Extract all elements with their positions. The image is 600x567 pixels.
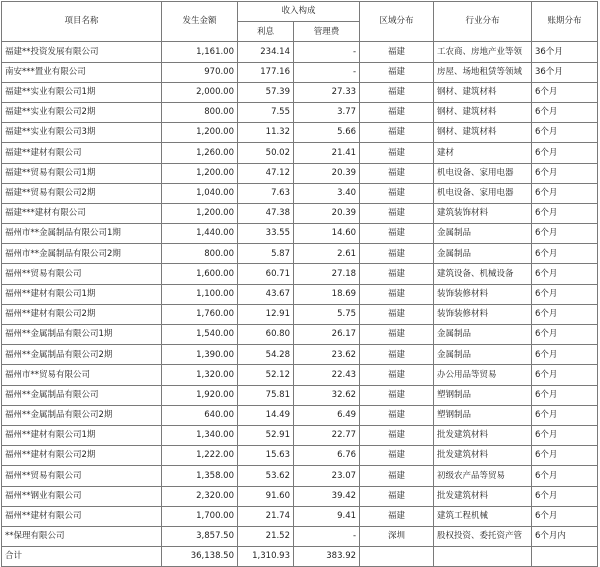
cell-project-name: 福州**建材有限公司2期 [2,446,162,466]
header-project-name: 项目名称 [2,2,162,42]
cell-term: 36个月 [532,42,598,62]
cell-amount: 800.00 [162,244,238,264]
cell-project-name: 福州**钢业有限公司 [2,486,162,506]
cell-industry: 塑钢制品 [434,385,532,405]
cell-term: 6个月 [532,82,598,102]
cell-industry: 装饰装修材料 [434,304,532,324]
cell-interest: 177.16 [238,62,294,82]
cell-amount: 1,200.00 [162,163,238,183]
table-row [2,506,598,526]
cell-region: 福建 [360,264,434,284]
cell-region: 福建 [360,163,434,183]
table-row [2,446,598,466]
cell-term: 6个月 [532,486,598,506]
cell-interest: 234.14 [238,42,294,62]
cell-region: 福建 [360,446,434,466]
cell-region: 福建 [360,385,434,405]
cell-project-name: 福建**实业有限公司2期 [2,102,162,122]
header-region: 区域分布 [360,2,434,42]
cell-industry: 装饰装修材料 [434,284,532,304]
finance-table [1,1,598,567]
cell-region: 福建 [360,224,434,244]
cell-industry: 钢材、建筑材料 [434,82,532,102]
cell-region: 福建 [360,325,434,345]
cell-amount: 1,920.00 [162,385,238,405]
cell-interest: 53.62 [238,466,294,486]
cell-term: 6个月 [532,264,598,284]
cell-term: 6个月 [532,143,598,163]
cell-project-name: 福建***建材有限公司 [2,203,162,223]
cell-project-name: 福州**金属制品有限公司2期 [2,405,162,425]
cell-project-name: 南安***置业有限公司 [2,62,162,82]
cell-amount: 1,260.00 [162,143,238,163]
header-income: 收入构成 [238,2,360,22]
cell-fee: 5.75 [294,304,360,324]
cell-term: 6个月 [532,446,598,466]
cell-term: 6个月 [532,385,598,405]
cell-term: 6个月 [532,163,598,183]
cell-region: 福建 [360,506,434,526]
cell-region: 福建 [360,183,434,203]
table-row [2,526,598,546]
cell-project-name: 福建**贸易有限公司1期 [2,163,162,183]
cell-region: 福建 [360,143,434,163]
table-row [2,123,598,143]
total-label: 合计 [2,547,162,567]
cell-term: 6个月 [532,466,598,486]
cell-industry: 房屋、场地租赁等领域 [434,62,532,82]
table-row [2,304,598,324]
table-row [2,385,598,405]
table-row [2,345,598,365]
cell-industry: 工农商、房地产业等领 [434,42,532,62]
cell-region: 福建 [360,244,434,264]
cell-project-name: 福州**建材有限公司2期 [2,304,162,324]
header-interest: 利息 [238,22,294,42]
cell-term: 6个月 [532,325,598,345]
cell-project-name: 福州**贸易有限公司 [2,264,162,284]
cell-region: 福建 [360,82,434,102]
table-row [2,466,598,486]
cell-term: 6个月 [532,506,598,526]
cell-term: 6个月 [532,244,598,264]
cell-region: 福建 [360,123,434,143]
cell-fee: 6.76 [294,446,360,466]
cell-project-name: 福州**贸易有限公司 [2,466,162,486]
cell-interest: 43.67 [238,284,294,304]
cell-amount: 2,000.00 [162,82,238,102]
cell-amount: 1,161.00 [162,42,238,62]
cell-term: 6个月 [532,183,598,203]
cell-amount: 1,222.00 [162,446,238,466]
cell-term: 6个月 [532,102,598,122]
header-fee: 管理费 [294,22,360,42]
cell-industry: 批发建筑材料 [434,486,532,506]
cell-project-name: 福建**投资发展有限公司 [2,42,162,62]
table-row [2,163,598,183]
cell-amount: 800.00 [162,102,238,122]
cell-industry: 机电设备、家用电器 [434,163,532,183]
cell-project-name: 福建**贸易有限公司2期 [2,183,162,203]
total-interest: 1,310.93 [238,547,294,567]
cell-fee: 39.42 [294,486,360,506]
cell-amount: 1,200.00 [162,203,238,223]
cell-interest: 50.02 [238,143,294,163]
cell-industry: 建材 [434,143,532,163]
cell-interest: 11.32 [238,123,294,143]
header-industry: 行业分布 [434,2,532,42]
cell-amount: 1,390.00 [162,345,238,365]
cell-project-name: 福建**实业有限公司3期 [2,123,162,143]
cell-region: 深圳 [360,526,434,546]
table-row [2,365,598,385]
cell-project-name: **保理有限公司 [2,526,162,546]
cell-industry: 初级农产品等贸易 [434,466,532,486]
cell-project-name: 福州**金属制品有限公司1期 [2,325,162,345]
cell-interest: 52.91 [238,425,294,445]
cell-project-name: 福州**金属制品有限公司 [2,385,162,405]
cell-term: 6个月 [532,123,598,143]
cell-region: 福建 [360,486,434,506]
cell-amount: 1,700.00 [162,506,238,526]
cell-region: 福建 [360,345,434,365]
cell-interest: 57.39 [238,82,294,102]
cell-project-name: 福州市**金属制品有限公司2期 [2,244,162,264]
total-term [532,547,598,567]
cell-fee: 2.61 [294,244,360,264]
cell-fee: 5.66 [294,123,360,143]
cell-fee: 9.41 [294,506,360,526]
table-row [2,284,598,304]
cell-amount: 1,200.00 [162,123,238,143]
cell-region: 福建 [360,405,434,425]
table-row [2,62,598,82]
cell-industry: 金属制品 [434,224,532,244]
cell-interest: 60.71 [238,264,294,284]
cell-interest: 7.55 [238,102,294,122]
header-amount: 发生金额 [162,2,238,42]
table-row [2,405,598,425]
cell-amount: 1,340.00 [162,425,238,445]
cell-region: 福建 [360,365,434,385]
cell-interest: 33.55 [238,224,294,244]
cell-amount: 640.00 [162,405,238,425]
cell-industry: 批发建筑材料 [434,446,532,466]
cell-industry: 建筑设备、机械设备 [434,264,532,284]
cell-fee: - [294,62,360,82]
cell-term: 6个月 [532,365,598,385]
cell-fee: 23.62 [294,345,360,365]
table-row [2,102,598,122]
cell-fee: - [294,42,360,62]
cell-region: 福建 [360,42,434,62]
cell-region: 福建 [360,62,434,82]
cell-amount: 1,358.00 [162,466,238,486]
cell-amount: 970.00 [162,62,238,82]
header-term: 账期分布 [532,2,598,42]
cell-fee: 6.49 [294,405,360,425]
cell-amount: 1,440.00 [162,224,238,244]
cell-term: 6个月 [532,203,598,223]
cell-fee: - [294,526,360,546]
cell-project-name: 福州市**金属制品有限公司1期 [2,224,162,244]
cell-amount: 1,320.00 [162,365,238,385]
cell-industry: 钢材、建筑材料 [434,102,532,122]
cell-amount: 3,857.50 [162,526,238,546]
cell-industry: 金属制品 [434,345,532,365]
cell-fee: 22.77 [294,425,360,445]
table-row [2,325,598,345]
cell-amount: 1,540.00 [162,325,238,345]
table-row [2,143,598,163]
table-row [2,486,598,506]
cell-interest: 60.80 [238,325,294,345]
cell-amount: 2,320.00 [162,486,238,506]
cell-interest: 14.49 [238,405,294,425]
table-row [2,203,598,223]
cell-interest: 52.12 [238,365,294,385]
cell-interest: 47.12 [238,163,294,183]
cell-amount: 1,040.00 [162,183,238,203]
cell-industry: 建筑装饰材料 [434,203,532,223]
cell-interest: 91.60 [238,486,294,506]
cell-region: 福建 [360,203,434,223]
cell-fee: 22.43 [294,365,360,385]
cell-term: 6个月 [532,284,598,304]
cell-fee: 32.62 [294,385,360,405]
cell-fee: 14.60 [294,224,360,244]
cell-project-name: 福州**建材有限公司 [2,506,162,526]
cell-region: 福建 [360,425,434,445]
cell-amount: 1,760.00 [162,304,238,324]
cell-interest: 47.38 [238,203,294,223]
cell-fee: 3.77 [294,102,360,122]
cell-project-name: 福州**建材有限公司1期 [2,284,162,304]
table-row [2,183,598,203]
cell-fee: 20.39 [294,163,360,183]
cell-project-name: 福建**实业有限公司1期 [2,82,162,102]
cell-term: 36个月 [532,62,598,82]
total-fee: 383.92 [294,547,360,567]
cell-term: 6个月 [532,405,598,425]
table-row [2,264,598,284]
cell-industry: 钢材、建筑材料 [434,123,532,143]
cell-region: 福建 [360,466,434,486]
cell-fee: 27.33 [294,82,360,102]
cell-project-name: 福州**建材有限公司1期 [2,425,162,445]
cell-term: 6个月 [532,345,598,365]
cell-interest: 12.91 [238,304,294,324]
table-row [2,42,598,62]
cell-amount: 1,600.00 [162,264,238,284]
cell-industry: 批发建筑材料 [434,425,532,445]
cell-term: 6个月 [532,425,598,445]
table-body [2,42,598,547]
cell-fee: 27.18 [294,264,360,284]
cell-region: 福建 [360,102,434,122]
table-row [2,425,598,445]
cell-interest: 5.87 [238,244,294,264]
cell-industry: 机电设备、家用电器 [434,183,532,203]
cell-fee: 18.69 [294,284,360,304]
table-row [2,82,598,102]
cell-region: 福建 [360,304,434,324]
cell-fee: 21.41 [294,143,360,163]
cell-industry: 金属制品 [434,244,532,264]
cell-industry: 塑钢制品 [434,405,532,425]
cell-industry: 建筑工程机械 [434,506,532,526]
cell-fee: 20.39 [294,203,360,223]
cell-interest: 54.28 [238,345,294,365]
cell-interest: 7.63 [238,183,294,203]
cell-industry: 股权投资、委托资产管 [434,526,532,546]
cell-industry: 办公用品等贸易 [434,365,532,385]
cell-interest: 15.63 [238,446,294,466]
cell-interest: 21.52 [238,526,294,546]
cell-industry: 金属制品 [434,325,532,345]
cell-interest: 75.81 [238,385,294,405]
cell-amount: 1,100.00 [162,284,238,304]
table-row [2,224,598,244]
table-row [2,244,598,264]
cell-project-name: 福建**建材有限公司 [2,143,162,163]
total-region [360,547,434,567]
cell-region: 福建 [360,284,434,304]
cell-fee: 26.17 [294,325,360,345]
total-amount: 36,138.50 [162,547,238,567]
cell-interest: 21.74 [238,506,294,526]
cell-term: 6个月 [532,224,598,244]
cell-project-name: 福州**金属制品有限公司2期 [2,345,162,365]
total-row [2,547,598,567]
cell-term: 6个月内 [532,526,598,546]
total-industry [434,547,532,567]
cell-term: 6个月 [532,304,598,324]
cell-fee: 3.40 [294,183,360,203]
cell-project-name: 福州市**贸易有限公司 [2,365,162,385]
cell-fee: 23.07 [294,466,360,486]
